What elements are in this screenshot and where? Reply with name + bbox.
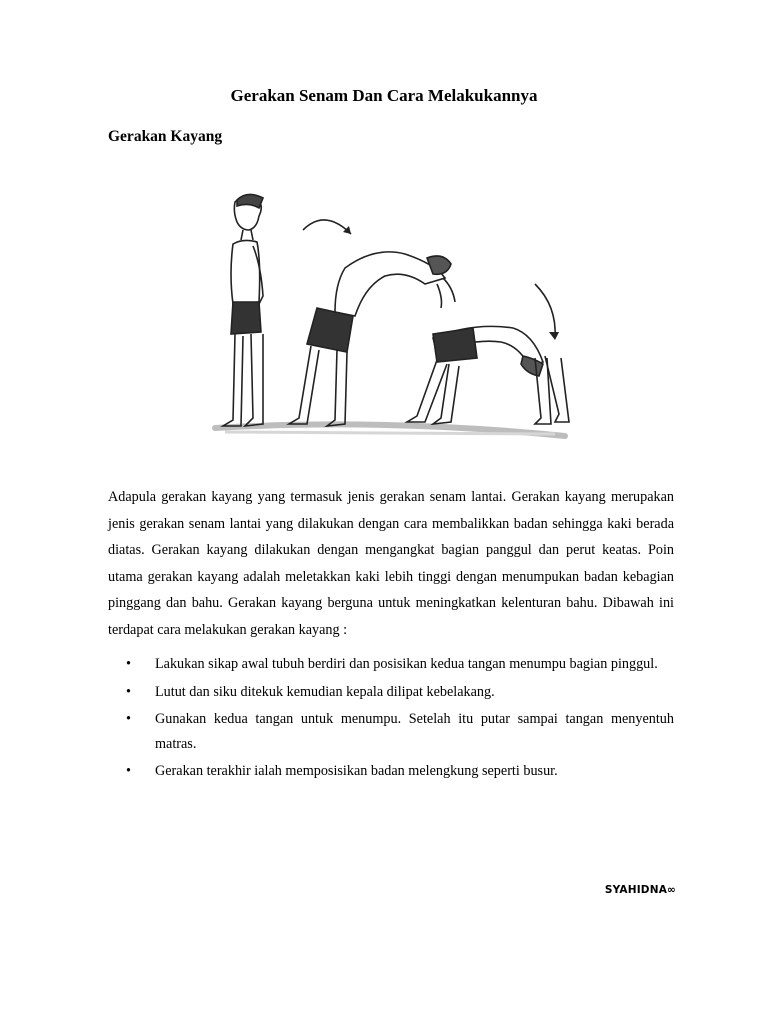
body-paragraph: Adapula gerakan kayang yang termasuk jenis gerakan senam lantai. Gerakan kayang merupakan jenis gerakan senam lantai yang dilakukan dengan cara membalikkan badan sehingga kaki berada diatas. Gerakan kayang dilakukan dengan mengangkat bagian panggul dan perut keatas. Poin utama gerakan kayang adalah meletakkan kaki lebih tinggi dengan menumpukan badan kebagian pinggang dan bahu. Gerakan kayang berguna untuk meningkatkan kelenturan bahu. Dibawah ini terdapat cara melakukan gerakan kayang : (108, 489, 674, 638)
steps-list (108, 652, 674, 787)
list-item (108, 707, 674, 756)
list-item (108, 680, 674, 705)
list-item (108, 759, 674, 784)
figure-bending (289, 252, 455, 426)
author-signature: SYAHIDNA∞ (604, 884, 676, 896)
list-item-text: Lutut dan siku ditekuk kemudian kepala dilipat kebelakang. (155, 683, 495, 700)
page-title: Gerakan Senam Dan Cara Melakukannya (230, 86, 538, 105)
figure-standing (223, 194, 263, 426)
list-item (108, 652, 674, 677)
bullet-icon: • (126, 763, 131, 779)
section-heading: Gerakan Kayang (108, 128, 223, 145)
figure-bridge (407, 326, 569, 424)
list-item-text: Gunakan kedua tangan untuk menumpu. Setelah itu putar sampai tangan menyentuh matras. (155, 711, 674, 752)
list-item-text: Gerakan terakhir ialah memposisikan badan melengkung seperti busur. (155, 763, 558, 779)
bullet-icon: • (126, 683, 131, 700)
bullet-icon: • (126, 711, 131, 727)
bullet-icon: • (126, 656, 131, 672)
kayang-illustration (205, 188, 573, 446)
list-item-text: Lakukan sikap awal tubuh berdiri dan posisikan kedua tangan menumpu bagian pinggul. (155, 656, 658, 672)
arrow-2 (535, 284, 555, 338)
